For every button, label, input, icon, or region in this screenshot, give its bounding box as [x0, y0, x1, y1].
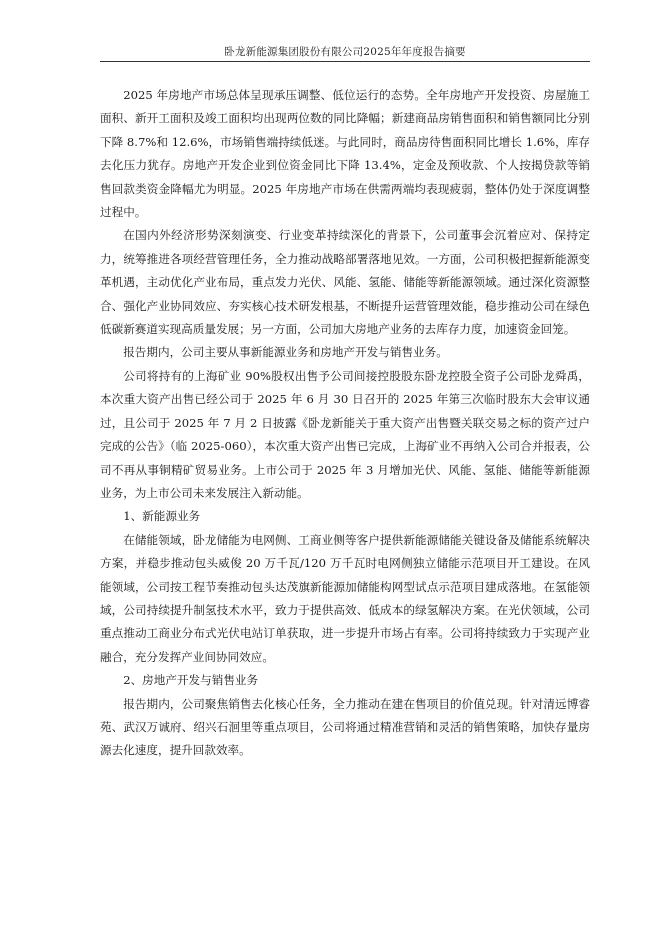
- paragraph-company-strategy: 在国内外经济形势深刻演变、行业变革持续深化的背景下，公司董事会沉着应对、保持定力，统筹推进各项经营管理任务，全力推动战略部署落地见效。一方面，公司积极把握新能源变革机遇，主动优化产业布局，重点发力光伏、风能、氢能、储能等新能源领域。通过深化资源整合、强化产业协同效应、夯实核心技术研发根基，不断提升运营管理效能，稳步推动公司在绿色低碳新赛道实现高质量发展；另一方面，公司加大房地产业务的去库存力度，加速资金回笼。: [100, 228, 590, 337]
- paragraph-main-business: 报告期内，公司主要从事新能源业务和房地产开发与销售业务。: [123, 345, 448, 360]
- section-heading-real-estate: 2、房地产开发与销售业务: [123, 673, 259, 688]
- paragraph-real-estate-sales: 报告期内，公司聚焦销售去化核心任务，全力推动在建在售项目的价值兑现。针对清远博睿苑、武汉万诚府、绍兴石洄里等重点项目，公司将通过精准营销和灵活的销售策略，加快存量房源去化速度，提升回款效率。: [100, 696, 590, 758]
- paragraph-asset-sale: 公司将持有的上海矿业 90%股权出售予公司间接控股股东卧龙控股全资子公司卧龙舜禹，本次重大资产出售已经公司于 2025 年 6 月 30 日召开的 2025 年第三次临时股东大会审议通过，且公司于 2025 年 7 月 2 日披露《卧龙新能关于重大资产出售暨关联交易之标的资产过户完成的公告》（临 2025-060），本次重大资产出售已完成，上海矿业不再纳入公司合并报表，公司不再从事铜精矿贸易业务。上市公司于 2025 年 3 月增加光伏、风能、氢能、储能等新能源业务，为上市公司未来发展注入新动能。: [100, 368, 590, 500]
- paragraph-new-energy: 在储能领域，卧龙储能为电网侧、工商业侧等客户提供新能源储能关键设备及储能系统解决方案，并稳步推动包头威俊 20 万千瓦/120 万千瓦时电网侧独立储能示范项目开工建设。在风能领域，公司按工程节奏推动包头达茂旗新能源加储能构网型试点示范项目建成落地。在氢能领域，公司持续提升制氢技术水平，致力于提供高效、低成本的绿氢解决方案。在光伏领域，公司重点推动工商业分布式光伏电站订单获取，进一步提升市场占有率。公司将持续致力于实现产业融合，充分发挥产业间协同效应。: [100, 532, 590, 664]
- report-body: [100, 84, 590, 763]
- page-header-title: 卧龙新能源集团股份有限公司2025年年度报告摘要: [224, 46, 466, 58]
- section-heading-new-energy: 1、新能源业务: [123, 509, 201, 524]
- paragraph-real-estate-market: 2025 年房地产市场总体呈现承压调整、低位运行的态势。全年房地产开发投资、房屋施工面积、新开工面积及竣工面积均出现两位数的同比降幅；新建商品房销售面积和销售额同比分别下降 8.7%和 12.6%，市场销售端持续低迷。与此同时，商品房待售面积同比增长 1.6%，库存去化压力犹存。房地产开发企业到位资金同比下降 13.4%，定金及预收款、个人按揭贷款等销售回款类资金降幅尤为明显。2025 年房地产市场在供需两端均表现疲弱，整体仍处于深度调整过程中。: [100, 88, 590, 220]
- header-divider: [100, 61, 590, 62]
